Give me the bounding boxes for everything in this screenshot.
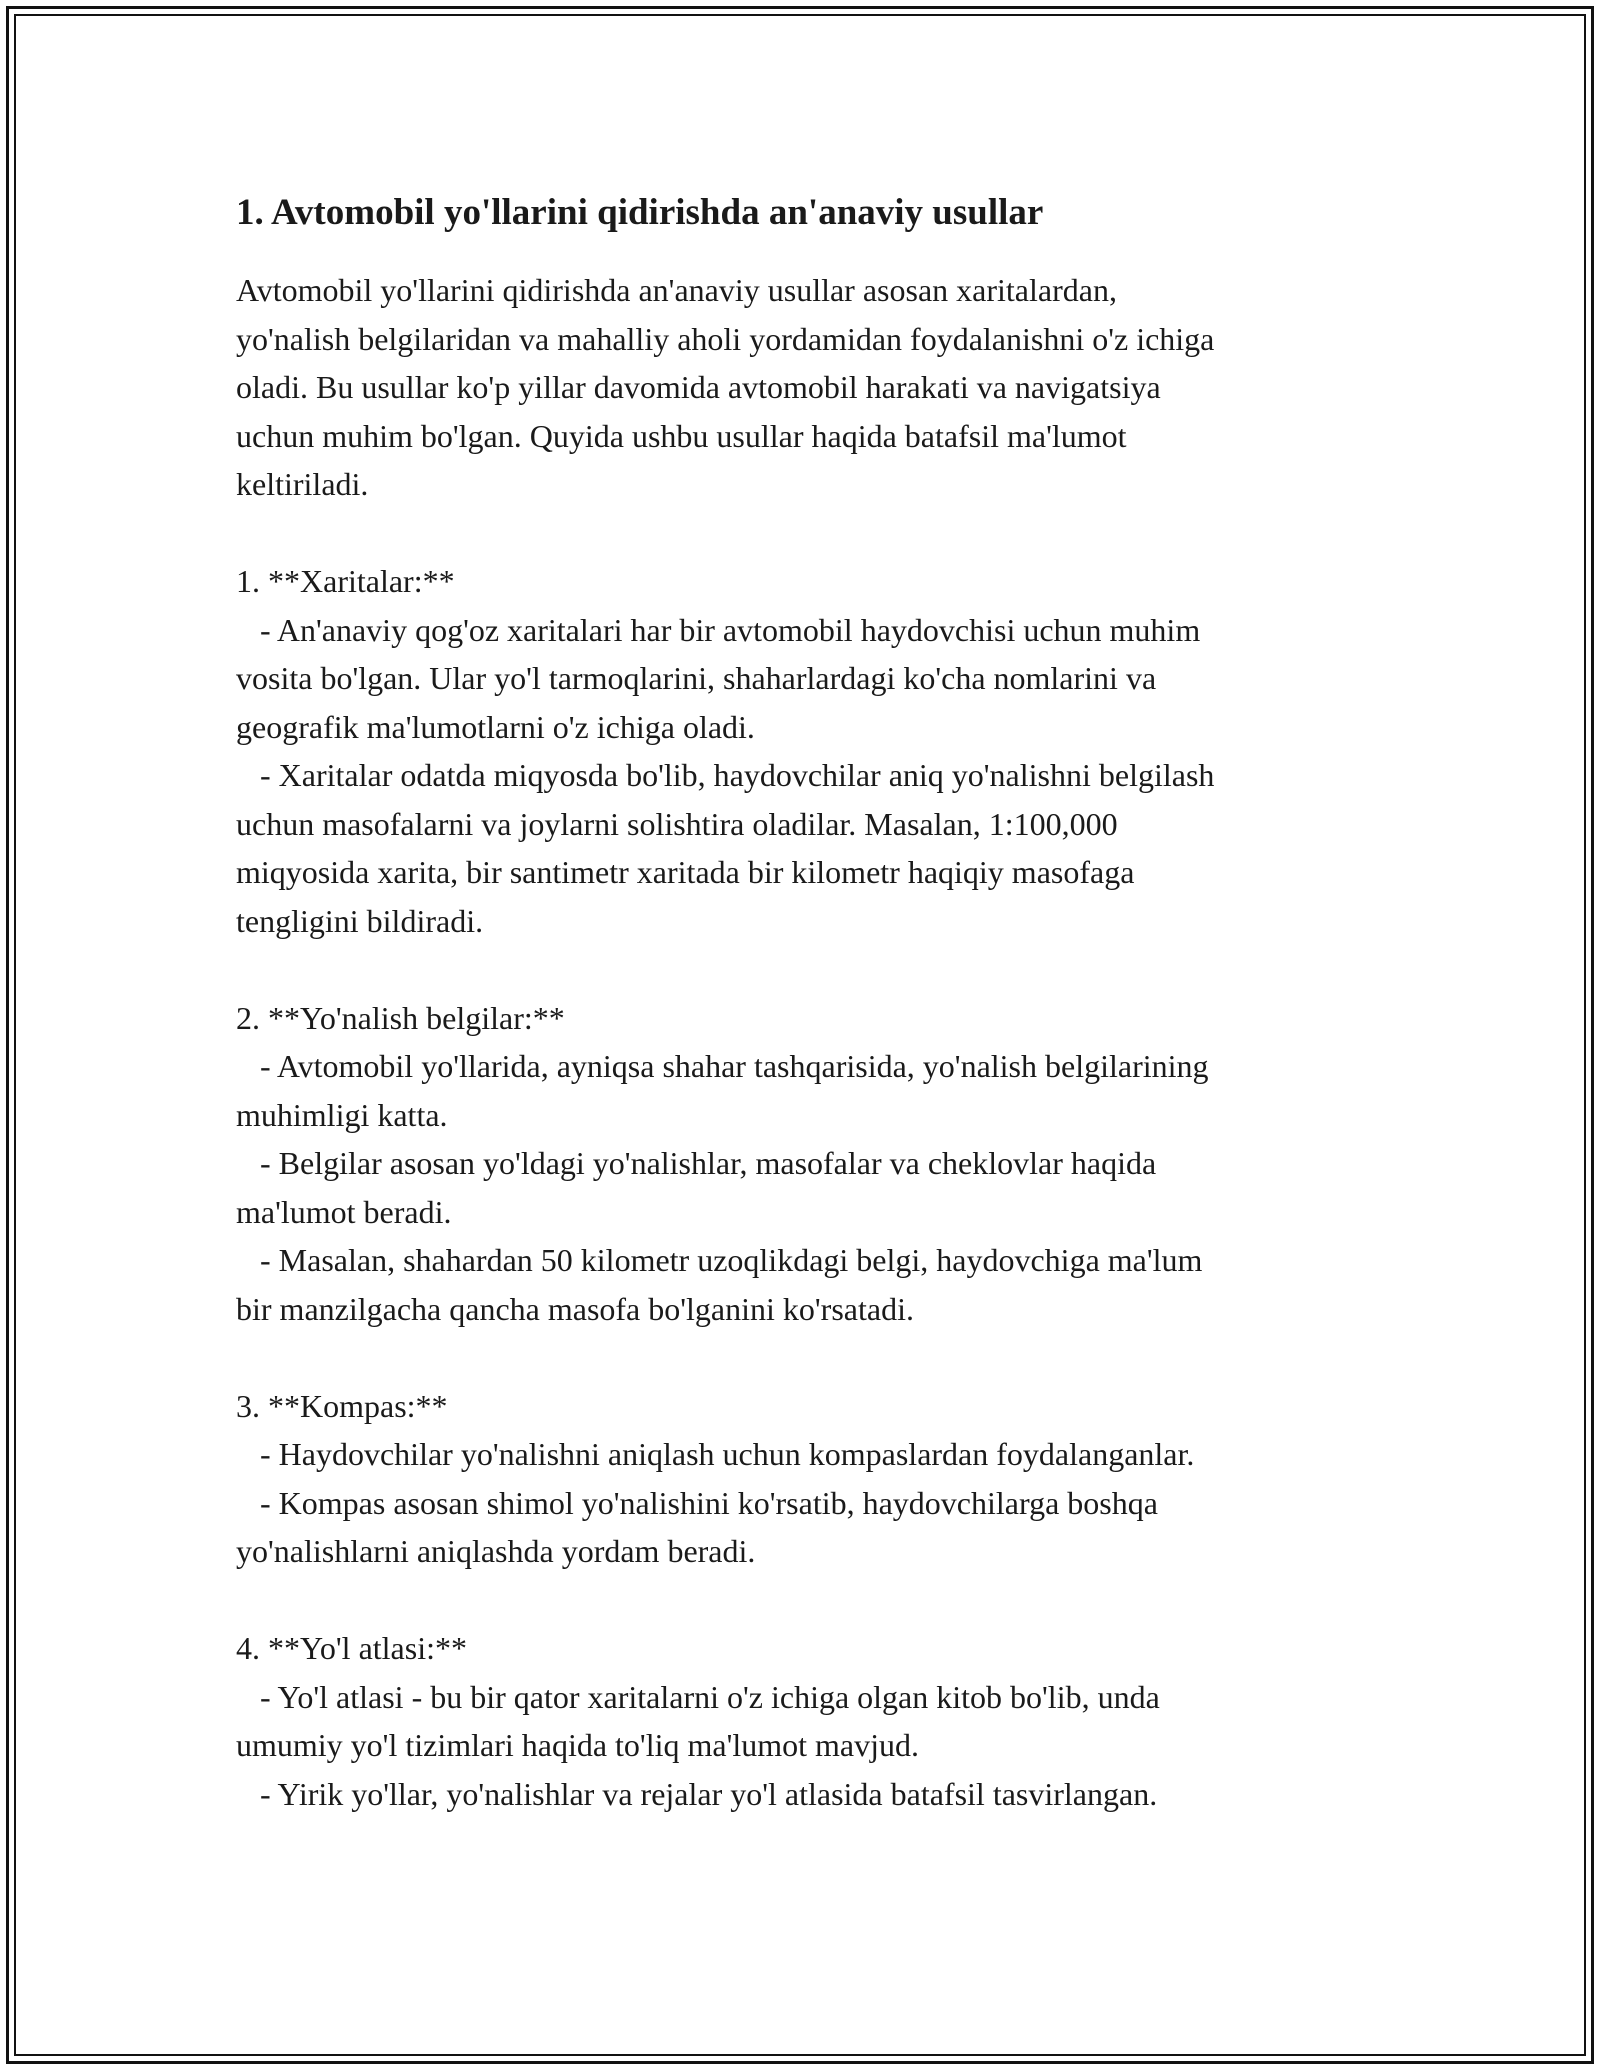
bullet-item: - Belgilar asosan yo'ldagi yo'nalishlar, masofalar va cheklovlar haqida ma'lumot beradi. (236, 1145, 1157, 1230)
section-heading: 4. **Yo'l atlasi:** (236, 1630, 467, 1666)
document-title: 1. Avtomobil yo'llarini qidirishda an'anaviy usullar (236, 192, 1044, 233)
bullet-item: - Avtomobil yo'llarida, ayniqsa shahar tashqarisida, yo'nalish belgilarining muhimligi katta. (236, 1048, 1209, 1133)
section-xaritalar (236, 557, 1386, 945)
section-kompas (236, 1382, 1386, 1576)
section-heading: 2. **Yo'nalish belgilar:** (236, 999, 565, 1036)
section-heading: 1. **Xaritalar:** (236, 563, 455, 599)
section-yol-atlasi (236, 1624, 1386, 1818)
bullet-item: - Haydovchilar yo'nalishni aniqlash uchun kompaslardan foydalanganlar. (236, 1436, 1195, 1472)
section-yonalish-belgilar (236, 994, 1386, 1334)
bullet-item: - Yo'l atlasi - bu bir qator xaritalarni o'z ichiga olgan kitob bo'lib, unda umumiy yo'l tizimlari haqida to'liq ma'lumot mavjud. (236, 1678, 1160, 1763)
document-body (236, 186, 1386, 1818)
bullet-item: - Yirik yo'llar, yo'nalishlar va rejalar yo'l atlasida batafsil tasvirlangan. (236, 1775, 1158, 1812)
bullet-item: - Xaritalar odatda miqyosda bo'lib, haydovchilar aniq yo'nalishni belgilash uchun masofalarni va joylarni solishtira oladilar. Masalan, 1:100,000 miqyosida xarita, bir santimetr xaritada bir kilometr haqiqiy masofaga tengligini bildiradi. (236, 757, 1215, 939)
bullet-item: - Masalan, shahardan 50 kilometr uzoqlikdagi belgi, haydovchiga ma'lum bir manzilgacha qancha masofa bo'lganini ko'rsatadi. (236, 1242, 1203, 1327)
bullet-item: - Kompas asosan shimol yo'nalishini ko'rsatib, haydovchilarga boshqa yo'nalishlarni aniqlashda yordam beradi. (236, 1484, 1158, 1569)
intro-paragraph: Avtomobil yo'llarini qidirishda an'anaviy usullar asosan xaritalardan, yo'nalish belgilaridan va mahalliy aholi yordamidan foydalanishni o'z ichiga oladi. Bu usullar ko'p yillar davomida avtomobil harakati va navigatsiya uchun muhim bo'lgan. Quyida ushbu usullar haqida batafsil ma'lumot keltiriladi. (236, 272, 1215, 502)
section-heading: 3. **Kompas:** (236, 1387, 448, 1424)
bullet-item: - An'anaviy qog'oz xaritalari har bir avtomobil haydovchisi uchun muhim vosita bo'lgan. Ular yo'l tarmoqlarini, shaharlardagi ko'cha nomlarini va geografik ma'lumotlarni o'z ichiga oladi. (236, 611, 1201, 745)
